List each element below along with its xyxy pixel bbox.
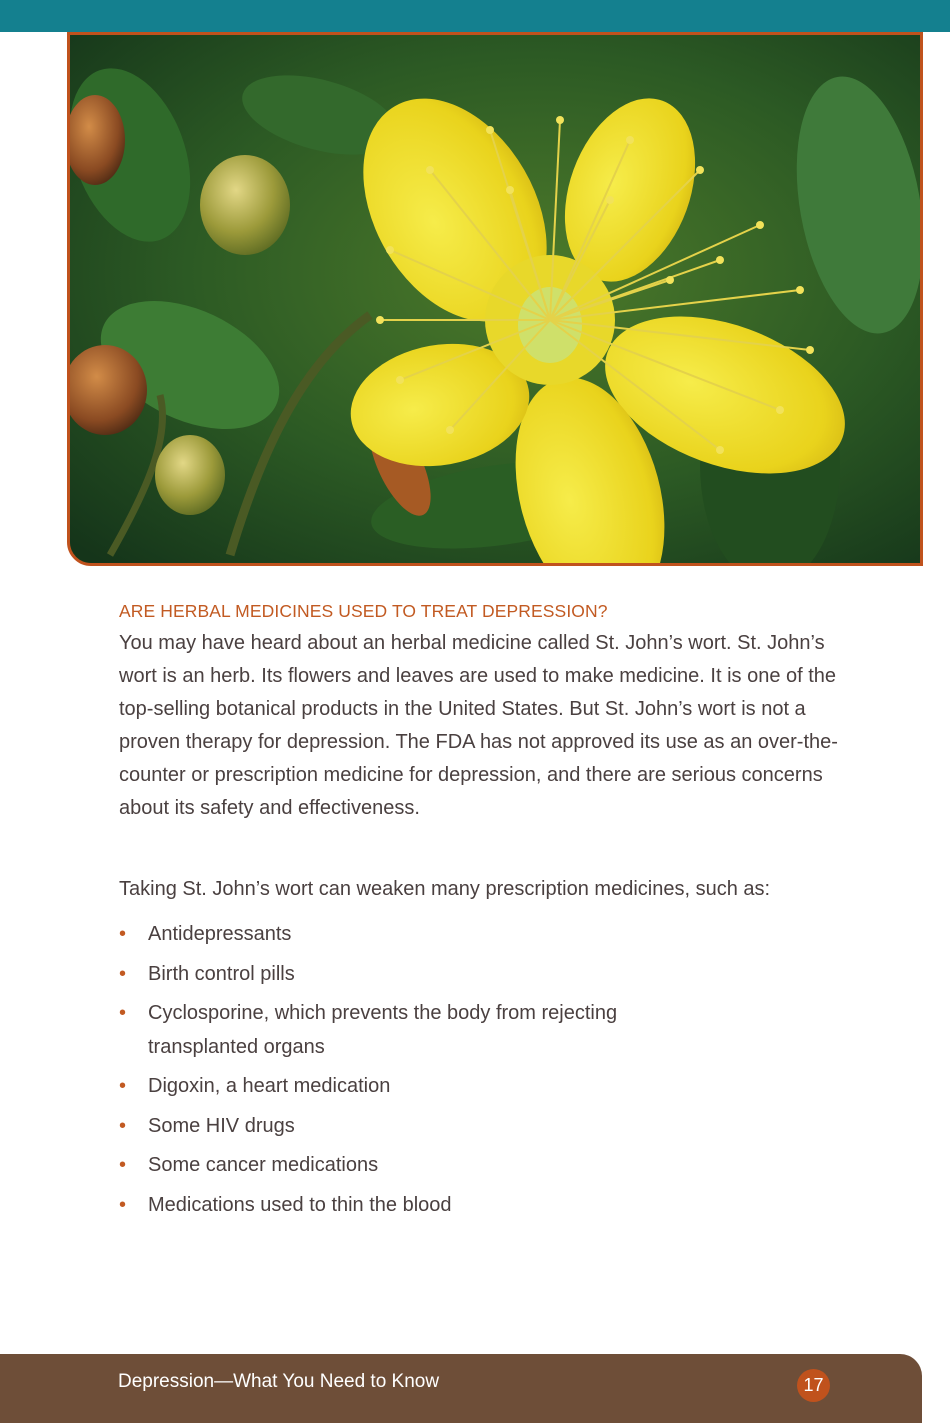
list-item xyxy=(119,1148,819,1182)
list-intro: Taking St. John’s wort can weaken many prescription medicines, such as: xyxy=(119,878,771,900)
list-item xyxy=(119,996,819,1064)
list-item-text: Antidepressants xyxy=(148,923,292,945)
footer-title: Depression—What You Need to Know xyxy=(118,1371,440,1392)
list-item xyxy=(119,1188,819,1222)
body-paragraph: You may have heard about an herbal medicine called St. John’s wort. St. John’s wort is an herb. Its flowers and leaves are used to make medicine. It is one of the top-selling botanical products in the United States. But St. John’s wort is not a proven therapy for depression. The FDA has not approved its use as an over-the-counter or prescription medicine for depression, and there are serious concerns about its safety and effectiveness. xyxy=(119,632,838,819)
list-item-text: Some cancer medications xyxy=(148,1154,379,1176)
list-item xyxy=(119,917,819,951)
bullet-icon: • xyxy=(119,1075,127,1097)
page-number: 17 xyxy=(797,1369,830,1402)
list-item-text: Some HIV drugs xyxy=(148,1115,295,1137)
bullet-icon: • xyxy=(119,923,127,945)
list-item-text: Medications used to thin the blood xyxy=(148,1194,452,1216)
list-item xyxy=(119,1109,819,1143)
list-item xyxy=(119,957,819,991)
top-color-band xyxy=(0,0,950,32)
list-item-text: Digoxin, a heart medication xyxy=(148,1075,391,1097)
section-heading: ARE HERBAL MEDICINES USED TO TREAT DEPRESSION? xyxy=(119,601,608,621)
flower-illustration xyxy=(70,35,920,563)
bullet-icon: • xyxy=(119,1115,127,1137)
list-item xyxy=(119,1069,819,1103)
list-item-text: Birth control pills xyxy=(148,963,295,985)
bullet-icon: • xyxy=(119,1194,127,1216)
bullet-icon: • xyxy=(119,963,127,985)
bullet-icon: • xyxy=(119,1002,127,1024)
flower-photo xyxy=(67,32,923,566)
list-item-text: Cyclosporine, which prevents the body from rejecting xyxy=(148,1002,618,1024)
bullet-icon: • xyxy=(119,1154,127,1176)
list-item-text-continued: transplanted organs xyxy=(148,1036,325,1058)
